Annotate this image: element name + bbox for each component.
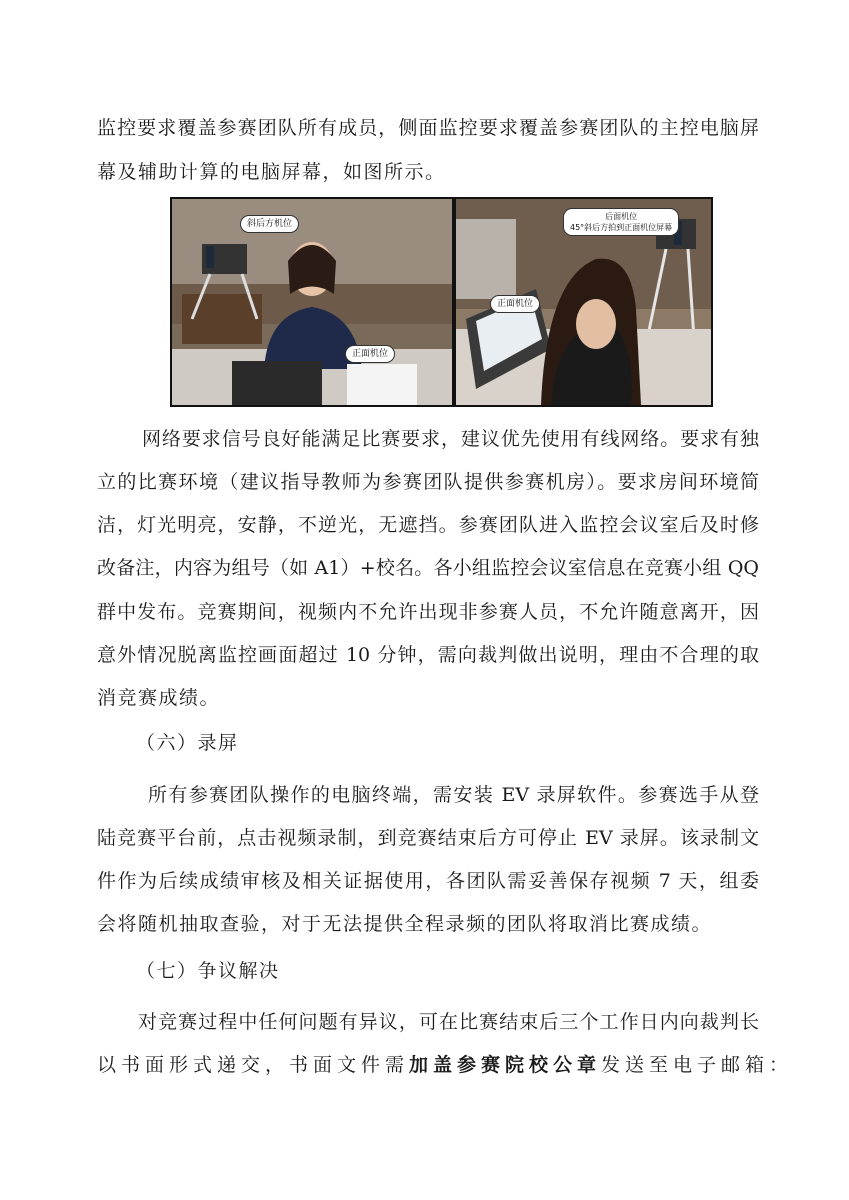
callout-rear-desc: 45°斜后方拍到正面机位屏幕 <box>570 223 673 232</box>
paragraph-line: 网络要求信号良好能满足比赛要求，建议优先使用有线网络。要求有独 <box>142 428 759 450</box>
front-camera-photo <box>172 199 452 405</box>
figure-divider <box>452 199 456 405</box>
text-segment: 以书面形式递交，书面文件需 <box>97 1054 410 1076</box>
callout-rear <box>563 208 679 236</box>
callout-rear-oblique: 斜后方机位 <box>240 215 299 233</box>
callout-front: 正面机位 <box>345 345 395 363</box>
section-heading: （六）录屏 <box>136 732 239 754</box>
section-heading: （七）争议解决 <box>136 960 280 982</box>
paragraph-line: 意外情况脱离监控画面超过 10 分钟，需向裁判做出说明，理由不合理的取 <box>97 644 759 666</box>
paragraph-line: 洁，灯光明亮，安静，不逆光，无遮挡。参赛团队进入监控会议室后及时修 <box>97 514 759 536</box>
emphasis-text: 加盖参赛院校公章 <box>409 1054 602 1076</box>
paragraph-line: 会将随机抽取查验，对于无法提供全程录频的团队将取消比赛成绩。 <box>97 913 713 935</box>
paragraph-line: 立的比赛环境（建议指导教师为参赛团队提供参赛机房）。要求房间环境简 <box>97 471 759 493</box>
text-segment: 发送至电子邮箱： <box>601 1054 794 1076</box>
paragraph-line: 件作为后续成绩审核及相关证据使用，各团队需妥善保存视频 7 天，组委 <box>97 870 759 892</box>
callout-rear-title: 后面机位 <box>605 212 638 221</box>
paragraph-line: 陆竞赛平台前，点击视频录制，到竞赛结束后方可停止 EV 录屏。该录制文 <box>97 827 759 849</box>
paragraph-line: 幕及辅助计算的电脑屏幕，如图所示。 <box>97 161 446 183</box>
callout-front-right: 正面机位 <box>490 295 540 313</box>
paragraph-line: 群中发布。竞赛期间，视频内不允许出现非参赛人员，不允许随意离开，因 <box>97 601 759 623</box>
paragraph-line: 改备注，内容为组号（如 A1）+校名。各小组监控会议室信息在竞赛小组 QQ <box>97 557 759 579</box>
paragraph-line: 监控要求覆盖参赛团队所有成员，侧面监控要求覆盖参赛团队的主控电脑屏 <box>97 117 759 139</box>
paragraph-line: 所有参赛团队操作的电脑终端，需安装 EV 录屏软件。参赛选手从登 <box>148 784 759 806</box>
paragraph-line: 消竞赛成绩。 <box>97 687 221 709</box>
paragraph-line-last <box>97 1053 794 1077</box>
paragraph-line: 对竞赛过程中任何问题有异议，可在比赛结束后三个工作日内向裁判长 <box>138 1011 759 1033</box>
